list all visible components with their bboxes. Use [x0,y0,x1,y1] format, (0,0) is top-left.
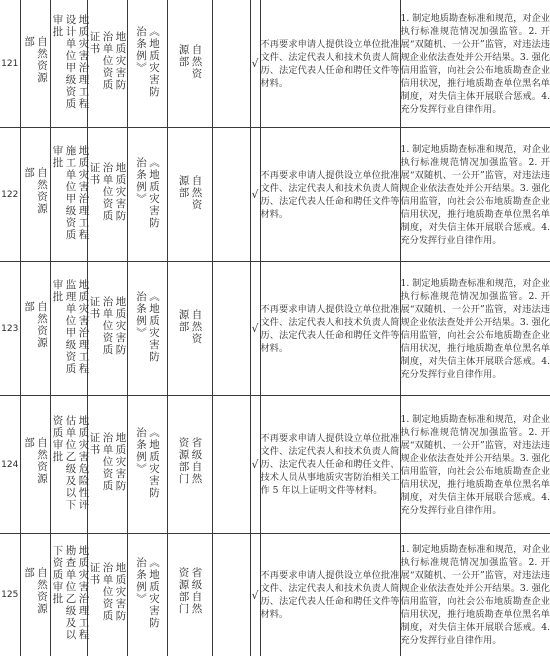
department-text: 自然资源部 [23,300,48,349]
check-mark-icon: √ [251,588,259,602]
supervision-text: 1. 制定地质勘查标准和规范，对企业执行标准规范情况加强监管。2. 开展“双随机、一公开”监管，对违法违规企业依法查处并公开结果。3. 强化信用监管，向社会公布地质勘查企业信用状况，推行地质勘查单位黑名单制度，对失信主体开展联合惩戒。4. 充分发挥行业自律作用。 [400,413,550,516]
authority-text: 省级自然资源部门 [177,567,203,615]
certificate-cell [87,0,127,128]
row-number [0,534,20,657]
authority-text: 自然资源部 [177,308,203,345]
authority-cell [167,128,212,262]
certificate-cell [87,262,127,396]
supervision-cell [400,534,550,657]
empty-cell [212,396,250,534]
department-cell [20,396,50,534]
department-cell [20,534,50,657]
empty-cell [212,128,250,262]
supervision-text: 1. 制定地质勘查标准和规范，对企业执行标准规范情况加强监管。2. 开展“双随机、一公开”监管，对违法违规企业依法查处并公开结果。3. 强化信用监管，向社会公布地质勘查企业信用状况，推行地质勘查单位黑名单制度，对失信主体开展联合惩戒。4. 充分发挥行业自律作用。 [400,143,550,246]
requirement-cell [260,0,400,128]
check-mark-icon: √ [251,57,259,70]
check-mark-cell [250,396,260,534]
requirement-text: 不再要求申请人提供设立单位批准文件、法定代表人和技术负责人简历、法定代表人任命和聘任文件等材料。 [260,303,400,354]
authority-text: 自然资源部 [177,43,203,80]
authority-cell [167,0,212,128]
check-mark-cell [250,0,260,128]
department-cell [20,262,50,396]
requirement-text: 不再要求申请人提供设立单位批准文件、法定代表人和技术负责人简历、法定代表人任命和聘任文件等材料。 [260,570,400,620]
basis-cell [127,534,167,657]
row-number-text: 123 [1,323,19,334]
item-cell [50,396,90,534]
requirement-cell [260,534,400,657]
row-number-text: 122 [1,189,19,200]
certificate-text: 地质灾害防治单位资质证书 [88,161,127,222]
item-cell [50,128,90,262]
empty-cell [212,262,250,396]
row-number [0,0,20,128]
supervision-cell [400,128,550,262]
row-number [0,262,20,396]
table-row [0,534,550,657]
department-text: 自然资源部 [23,567,48,615]
check-mark-icon: √ [251,188,259,201]
supervision-cell [400,0,550,128]
check-mark-icon: √ [251,458,259,471]
item-text: 地质灾害危险性评估单位乙级及以下资质审批 [51,414,90,511]
item-text: 地质灾害治理工程设计单位甲级资质审批 [51,13,90,110]
department-text: 自然资源部 [23,436,48,485]
certificate-text: 地质灾害防治单位资质证书 [88,295,127,356]
row-number [0,396,20,534]
authority-cell [167,262,212,396]
department-cell [20,0,50,128]
empty-cell [212,0,250,128]
requirement-text: 不再要求申请人提供设立单位批准文件、法定代表人和技术负责人简历、法定代表人任命和聘任文件等材料。 [260,38,400,89]
table-row [0,0,550,128]
empty-cell [212,534,250,657]
authority-cell [167,534,212,657]
certificate-text: 地质灾害防治单位资质证书 [88,562,127,622]
authority-cell [167,396,212,534]
basis-cell [127,0,167,128]
department-text: 自然资源部 [23,35,48,84]
basis-text: 《地质灾害防治条例》 [135,25,160,98]
supervision-text: 1. 制定地质勘查标准和规范，对企业执行标准规范情况加强监管。2. 开展“双随机、一公开”监管，对违法违规企业依法查处并公开结果。3. 强化信用监管，向社会公布地质勘查企业信用状况，推行地质勘查单位黑名单制度，对失信主体开展联合惩戒。4. 充分发挥行业自律作用。 [400,12,550,115]
row-number-text: 124 [1,459,19,470]
item-cell [50,534,90,657]
requirement-cell [260,396,400,534]
requirement-text: 不再要求申请人提供设立单位批准文件、法定代表人和技术负责人简历、法定代表人任命和聘任文件等材料。 [260,169,400,220]
item-text: 地质灾害治理工程施工单位甲级资质审批 [51,144,90,241]
authority-text: 自然资源部 [177,174,203,211]
basis-text: 《地质灾害防治条例》 [135,426,160,499]
check-mark-icon: √ [251,322,259,335]
supervision-cell [400,262,550,396]
row-number [0,128,20,262]
table-row [0,128,550,262]
requirement-cell [260,128,400,262]
row-number-text: 125 [1,590,19,600]
basis-text: 《地质灾害防治条例》 [135,557,160,629]
check-mark-cell [250,128,260,262]
certificate-text: 地质灾害防治单位资质证书 [88,30,127,91]
department-cell [20,128,50,262]
requirement-text: 不再要求申请人提供设立单位批准文件、法定代表人和技术负责人简历、法定代表人任命和聘任文件、技术人员从事地质灾害防治相关工作 5 年以上证明文件等材料。 [260,433,400,496]
basis-cell [127,128,167,262]
item-text: 地质灾害治理工程勘查单位乙级及以下资质审批 [51,545,90,641]
basis-text: 《地质灾害防治条例》 [135,156,160,229]
certificate-cell [87,128,127,262]
authority-text: 省级自然资源部门 [177,436,203,485]
basis-cell [127,396,167,534]
supervision-cell [400,396,550,534]
supervision-text: 1. 制定地质勘查标准和规范，对企业执行标准规范情况加强监管。2. 开展“双随机、一公开”监管，对违法违规企业依法查处并公开结果。3. 强化信用监管，向社会公布地质勘查企业信用状况，推行地质勘查单位黑名单制度，对失信主体开展联合惩戒。4. 充分发挥行业自律作用。 [400,277,550,380]
certificate-cell [87,396,127,534]
table-row [0,396,550,534]
basis-cell [127,262,167,396]
certificate-text: 地质灾害防治单位资质证书 [88,431,127,492]
requirement-cell [260,262,400,396]
row-number-text: 121 [1,58,19,69]
item-cell [50,0,90,128]
basis-text: 《地质灾害防治条例》 [135,290,160,363]
certificate-cell [87,534,127,657]
supervision-text: 1. 制定地质勘查标准和规范，对企业执行标准规范情况加强监管。2. 开展“双随机、一公开”监管，对违法违规企业依法查处并公开结果。3. 强化信用监管，向社会公布地质勘查企业信用状况，推行地质勘查单位黑名单制度，对失信主体开展联合惩戒。4. 充分发挥行业自律作用。 [400,544,550,646]
item-text: 地质灾害治理工程监理单位甲级资质审批 [51,278,90,375]
item-cell [50,262,90,396]
check-mark-cell [250,534,260,657]
table-row [0,262,550,396]
department-text: 自然资源部 [23,166,48,215]
check-mark-cell [250,262,260,396]
